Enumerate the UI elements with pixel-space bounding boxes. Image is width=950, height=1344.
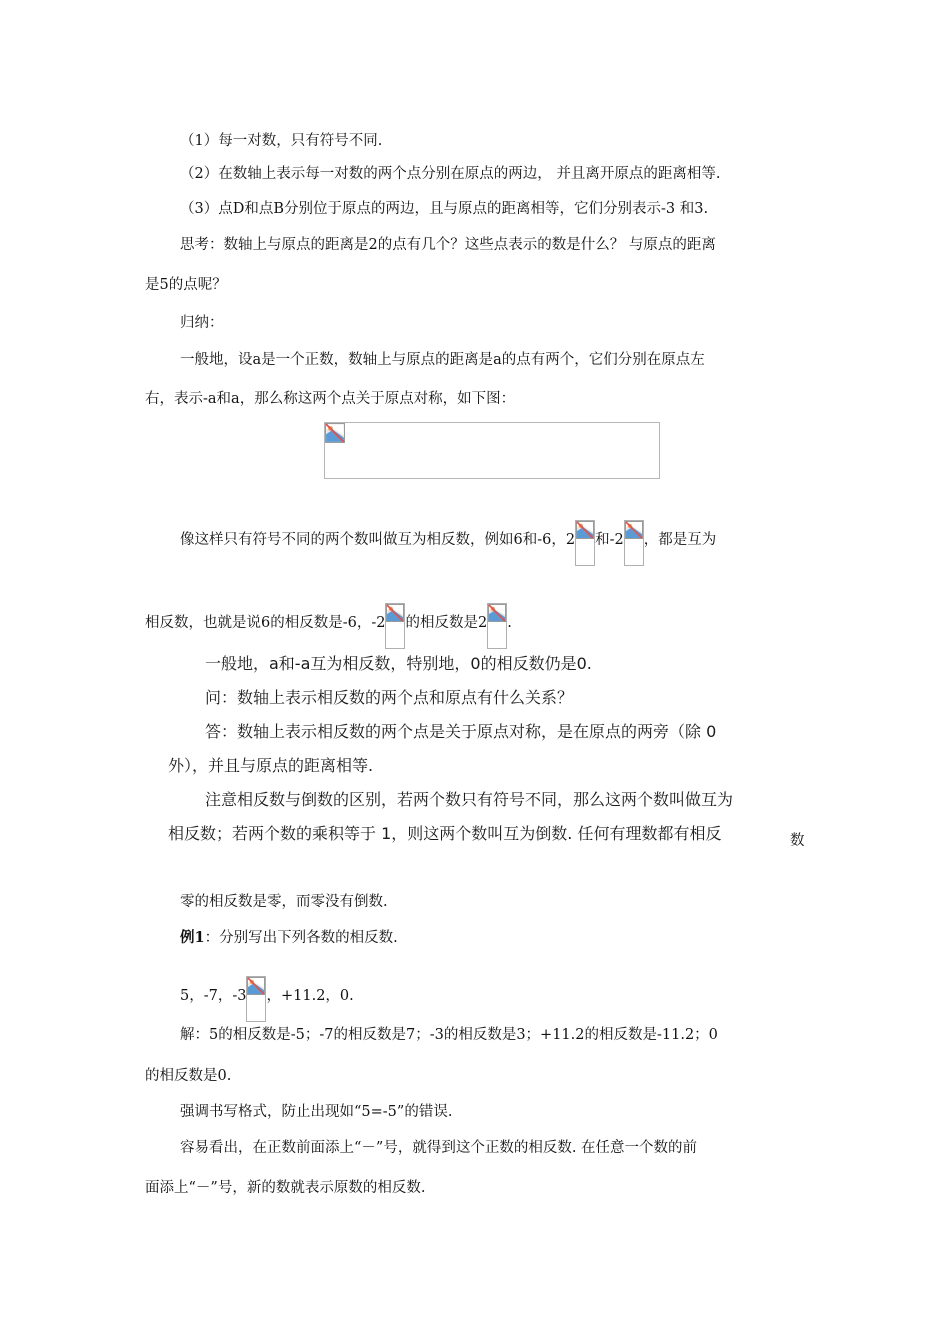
example-numbers xyxy=(180,976,354,1022)
zero-note: 零的相反数是零，而零没有倒数. xyxy=(180,894,388,910)
pasted-line-6: 相反数；若两个数的乘积等于 1，则这两个数叫互为倒数. 任何有理数都有相反 xyxy=(168,824,722,843)
think-question-line-1: 思考：数轴上与原点的距离是2的点有几个？这些点表示的数是什么？ 与原点的距离 xyxy=(180,237,716,253)
fraction-image xyxy=(624,520,644,566)
conclusion-line-1: 容易看出，在正数前面添上“－”号，就得到这个正数的相反数. 在任意一个数的前 xyxy=(180,1140,698,1156)
definition-line-1 xyxy=(180,520,716,566)
paragraph-2: （2）在数轴上表示每一对数的两个点分别在原点的两边， 并且离开原点的距离相等. xyxy=(180,166,721,182)
definition-text-e: 的相反数是2 xyxy=(405,615,488,631)
paragraph-1: （1）每一对数，只有符号不同. xyxy=(180,133,383,149)
fraction-image xyxy=(487,603,507,649)
fraction-image xyxy=(385,603,405,649)
pasted-line-3: 答：数轴上表示相反数的两个点是关于原点对称，是在原点的两旁（除 0 xyxy=(205,722,717,741)
pasted-line-4: 外），并且与原点的距离相等. xyxy=(168,756,374,775)
definition-text-b: 和-2 xyxy=(595,532,624,548)
broken-image-icon xyxy=(247,977,265,995)
pasted-line-6-tail: 数 xyxy=(790,833,805,849)
number-line-figure xyxy=(324,422,660,479)
pasted-line-1: 一般地，a和-a互为相反数，特别地，0的相反数仍是0. xyxy=(205,654,592,673)
definition-line-2 xyxy=(145,603,512,649)
think-question-line-2: 是5的点呢？ xyxy=(145,277,227,293)
solution-line-2: 的相反数是0. xyxy=(145,1068,232,1084)
broken-image-icon xyxy=(386,604,404,622)
example-numbers-b: ，+11.2，0. xyxy=(266,988,354,1004)
format-note: 强调书写格式，防止出现如“5=-5”的错误. xyxy=(180,1104,453,1120)
broken-image-icon xyxy=(625,521,643,539)
paragraph-3: （3）点D和点B分别位于原点的两边，且与原点的距离相等，它们分别表示-3 和3. xyxy=(180,201,709,217)
example-heading xyxy=(180,928,398,948)
definition-text-f: . xyxy=(507,615,512,631)
fraction-image xyxy=(246,976,266,1022)
summary-heading: 归纳： xyxy=(180,315,224,331)
summary-line-2: 右，表示-a和a，那么称这两个点关于原点对称，如下图： xyxy=(145,391,516,407)
solution-line-1: 解：5的相反数是-5；-7的相反数是7；-3的相反数是3；+11.2的相反数是-11.2；0 xyxy=(180,1027,718,1043)
broken-image-icon xyxy=(576,521,594,539)
example-label: 例1 xyxy=(180,929,205,946)
summary-line-1: 一般地，设a是一个正数，数轴上与原点的距离是a的点有两个，它们分别在原点左 xyxy=(180,352,705,368)
definition-text-c: ，都是互为 xyxy=(643,532,717,548)
conclusion-line-2: 面添上“－”号，新的数就表示原数的相反数. xyxy=(145,1180,426,1196)
broken-image-icon xyxy=(488,604,506,622)
fraction-image xyxy=(575,520,595,566)
pasted-line-5: 注意相反数与倒数的区别，若两个数只有符号不同，那么这两个数叫做互为 xyxy=(205,790,734,809)
definition-text-d: 相反数，也就是说6的相反数是-6，-2 xyxy=(145,615,386,631)
example-numbers-a: 5，-7，-3 xyxy=(180,988,247,1004)
definition-text-a: 像这样只有符号不同的两个数叫做互为相反数，例如6和-6，2 xyxy=(180,532,576,548)
broken-image-icon xyxy=(325,423,345,443)
example-instruction: ：分别写出下列各数的相反数. xyxy=(204,930,398,946)
pasted-line-2: 问：数轴上表示相反数的两个点和原点有什么关系？ xyxy=(205,688,574,707)
